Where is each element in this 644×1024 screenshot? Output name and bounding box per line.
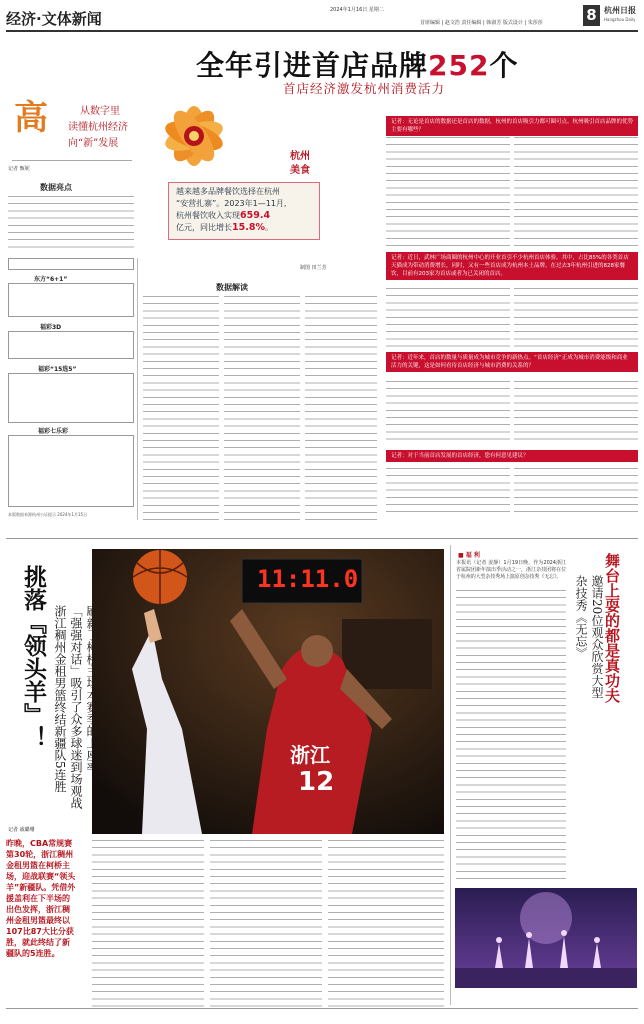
editor-credits: 首席编辑 | 赵文浩 责任编辑 | 韩淑芳 版式设计 | 朱莎莎	[420, 20, 543, 26]
basketball-photo	[92, 549, 444, 834]
badge-character: 高	[14, 98, 48, 138]
body-column-3	[305, 296, 377, 520]
culture-headline: 舞台上耍的都是真功夫	[603, 553, 621, 703]
section-marker: ■ 福 利	[458, 552, 480, 559]
sidebar-footnote: 本版数据来源杭州公证提示 2024年1月15日	[8, 512, 88, 517]
issue-date: 2024年1月16日 星期二	[330, 7, 384, 13]
culture-byline: 本报讯（记者 姜静）1月19日晚，作为2024浙江省属院团新年演出季活动之一，浙江杂技团将在位于杭州的大型杂技秀场上演原创杂技秀《无忘》。	[456, 560, 566, 581]
lottery-table-4	[8, 435, 134, 507]
basketball-author: 记者 戚璐珊	[8, 827, 35, 833]
badge-line-1: 从数字里	[80, 106, 120, 117]
qa-question-2: 记者：近日，武林广场商圈的杭州中心的开业首引不少杭州首店体验。其中，占比85%的各类首店天猫成为带动消费增长，同时，又有一些首店成为杭州本土品牌。在过去3年杭州引进的828家餐饮，目前有203家为首店或者为已关闭的首店。	[386, 252, 638, 280]
chart-title-1: 东方“6+1”	[34, 276, 68, 283]
page-number: 8	[583, 5, 600, 26]
basketball-body-3	[328, 840, 444, 1008]
data-reading-title: 数据解读	[216, 283, 248, 292]
basketball-summary: 昨晚，CBA常规赛第30轮，浙江稠州金租男篮在柯桥主场，迎战联赛“领头羊”新疆队。凭借外援盖利在下半场的出色发挥，浙江稠州金租男篮最终以107比87大比分获胜，就此终结了新疆队的5连胜。	[6, 839, 76, 958]
culture-subheadline: 邀请20位观众欣赏大型 杂技秀《无忘》	[574, 575, 604, 699]
jersey-number: 12	[298, 767, 335, 797]
highlights-body	[8, 196, 134, 252]
qa-answer-3a	[386, 381, 510, 441]
jersey-team: 浙江	[290, 743, 330, 767]
qa-answer-4a	[386, 468, 510, 518]
basketball-body-2	[210, 840, 322, 1008]
paper-name-en: Hangzhou Daily	[604, 17, 636, 22]
lottery-table-2	[8, 331, 134, 359]
body-column-1	[143, 296, 219, 520]
section-title: 经济·文体新闻	[6, 10, 102, 28]
highlights-title: 数据亮点	[40, 183, 72, 192]
basketball-body-1	[92, 840, 204, 1008]
qa-answer-4b	[514, 468, 638, 518]
badge-line-2: 读懂杭州经济	[68, 122, 128, 133]
qa-answer-1b	[514, 137, 638, 247]
game-clock: 11:11.0	[257, 565, 359, 593]
qa-answer-2b	[514, 288, 638, 350]
qa-answer-3b	[514, 381, 638, 441]
caption-text: 越来越多品牌餐饮选择在杭州 “安营扎寨”。2023年1—11月, 杭州餐饮收入实现659.4 亿元，同比增长15.8%。	[176, 187, 287, 233]
feature-headline: 全年引进首店品牌252个	[196, 49, 519, 82]
chart-title-2: 福彩3D	[40, 324, 62, 331]
lottery-table-3	[8, 373, 134, 423]
section-divider	[6, 538, 638, 539]
qa-answer-2a	[386, 288, 510, 350]
chart-title-3: 福彩“15选5”	[38, 366, 77, 373]
feature-subheadline: 首店经济激发杭州消费活力	[283, 81, 446, 96]
divider	[12, 160, 132, 161]
basketball-subheadlines: 「强强对话」吸引了众多球迷到场观战 浙江稠州金租男篮终结新疆队5连胜	[53, 605, 83, 809]
hangzhou-food-tag: 杭州美食	[290, 151, 310, 176]
acrobatics-photo	[455, 888, 637, 988]
header-rule	[6, 30, 638, 32]
basketball-headline: 挑落『领头羊』！	[20, 565, 47, 749]
footer-rule	[6, 1008, 638, 1009]
qa-question-3: 记者：近年来，首店的数量与质量成为城市竞争的新热点。“首店经济”正成为城市消费能级和商业活力的关键，这是如何看待首店经济与城市消费的关系的？	[386, 352, 638, 372]
qa-question-1: 记者：无论是首店的数据还是首店的数据，杭州的首店吸引力都可圈可点。杭州吸引首店品牌的优势主要有哪些？	[386, 116, 638, 136]
column-divider	[137, 258, 138, 520]
badge-line-3: 向“新”发展	[68, 138, 119, 149]
illustration-credit: 制图 田兰芳	[300, 265, 327, 271]
body-column-2	[224, 296, 300, 520]
culture-body	[456, 590, 566, 884]
qa-answer-1a	[386, 137, 510, 247]
chart-title-4: 福彩七乐彩	[38, 428, 69, 435]
lottery-table-1	[8, 283, 134, 317]
column-divider	[450, 545, 451, 1005]
flower-illustration	[136, 94, 252, 184]
paper-logo: 杭州日报	[604, 6, 636, 15]
qa-question-4: 记者：对于当前首店发展的首店经济，您有何意见建议？	[386, 450, 638, 462]
lottery-header-row	[8, 258, 134, 270]
feature-author: 记者 甄妮	[8, 166, 30, 172]
